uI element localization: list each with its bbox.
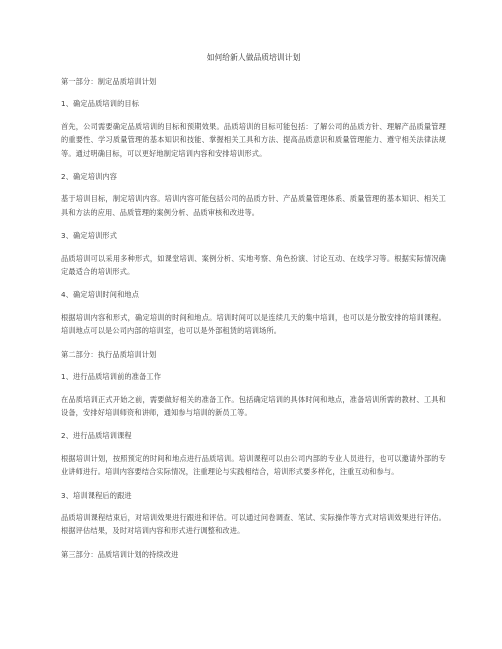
- section-time-place-heading: 4、确定培训时间和地点: [61, 290, 140, 300]
- prep-heading: 1、进行品质培训前的准备工作: [61, 372, 162, 382]
- section-time-place-paragraph: 根据培训内容和形式，确定培训的时间和地点。培训时间可以是连续几天的集中培训，也可以是分散安排的培训课程。培训地点可以是公司内部的培训室，也可以是外部租赁的培训场所。: [61, 312, 446, 336]
- prep-paragraph: 在品质培训正式开始之前，需要做好相关的准备工作。包括确定培训的具体时间和地点，准备培训所需的教材、工具和设备，安排好培训师资和讲师，通知参与培训的新员工等。: [61, 394, 446, 417]
- section-format-paragraph: 品质培训可以采用多种形式，如课堂培训、案例分析、实地考察、角色扮演、讨论互动、在线学习等。根据实际情况确定最适合的培训形式。: [61, 253, 446, 277]
- document-title: 如何给新人做品质培训计划: [206, 53, 301, 62]
- section-goal-heading: 1、确定品质培训的目标: [61, 99, 140, 109]
- section-goal-paragraph: 首先，公司需要确定品质培训的目标和预期效果。品质培训的目标可能包括：了解公司的品质方针、理解产品质量管理的重要性、学习质量管理的基本知识和技能、掌握相关工具和方法、提高品质意识和质量管理能力、遵守相关法律法规等。通过明确目标，可以更好地制定培训内容和安排培训形式。: [61, 121, 446, 158]
- section-content-paragraph: 基于培训目标，制定培训内容。培训内容可能包括公司的品质方针、产品质量管理体系、质量管理的基本知识、相关工具和方法的应用、品质管理的案例分析、品质审核和改进等。: [61, 194, 446, 217]
- course-heading: 2、进行品质培训课程: [61, 431, 132, 441]
- part-one-heading: 第一部分：制定品质培训计划: [61, 77, 157, 86]
- section-format-heading: 3、确定培训形式: [61, 231, 118, 241]
- course-paragraph: 根据培训计划，按照预定的时间和地点进行品质培训。培训课程可以由公司内部的专业人员进行，也可以邀请外部的专业讲师进行。培训内容要结合实际情况，注重理论与实践相结合，培训形式要多样化，注重互动和参与。: [61, 453, 446, 477]
- section-content-heading: 2、确定培训内容: [61, 172, 118, 182]
- part-three-heading: 第三部分：品质培训计划的持续改进: [61, 549, 179, 559]
- followup-paragraph: 品质培训课程结束后，对培训效果进行跟进和评估。可以通过问卷调查、笔试、实际操作等方式对培训效果进行评估。根据评估结果，及时对培训内容和形式进行调整和改进。: [61, 512, 446, 536]
- part-two-heading: 第二部分：执行品质培训计划: [61, 349, 157, 359]
- followup-heading: 3、培训课程后的跟进: [61, 490, 132, 500]
- document-body: [61, 53, 446, 570]
